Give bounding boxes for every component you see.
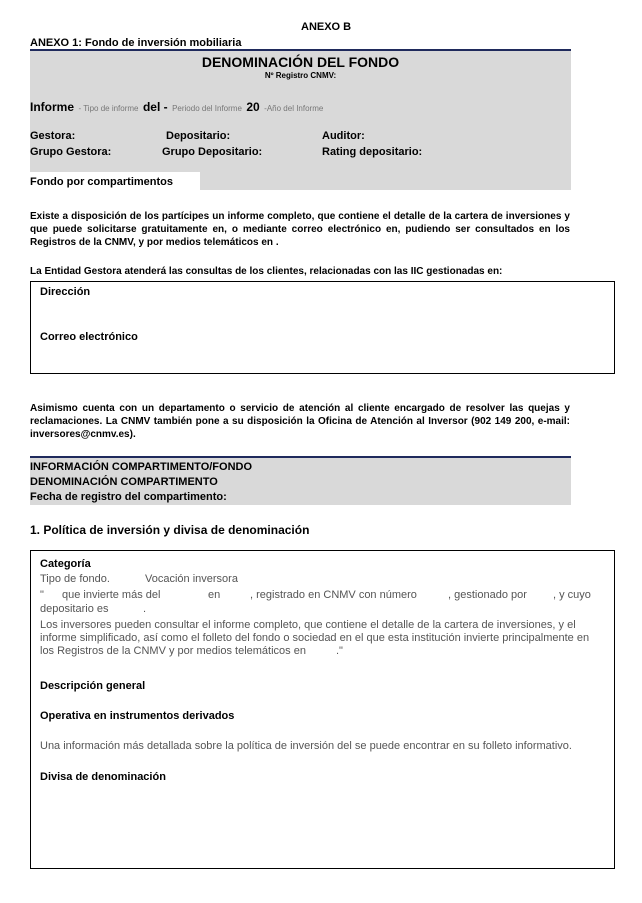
fondo-compartimentos: Fondo por compartimentos (30, 176, 173, 188)
correo-label: Correo electrónico (40, 331, 138, 343)
vocacion-inversora: Vocación inversora (145, 573, 238, 585)
divisa-denominacion: Divisa de denominación (40, 771, 166, 783)
grupo-depositario-label: Grupo Depositario: (162, 146, 263, 158)
year-label: -Año del Informe (264, 104, 324, 113)
fecha-registro: Fecha de registro del compartimento: (30, 491, 227, 503)
categoria-label: Categoría (40, 558, 91, 570)
depositario-es: depositario es (40, 603, 109, 615)
anexo1-title: ANEXO 1: Fondo de inversión mobiliaria (30, 37, 242, 49)
informe-word: Informe (30, 100, 75, 114)
info-compartimento: INFORMACIÓN COMPARTIMENTO/FONDO (30, 461, 253, 473)
invierte-text: que invierte más del (62, 589, 161, 601)
section1-title: 1. Política de inversión y divisa de denominación (30, 523, 310, 537)
auditor-label: Auditor: (322, 130, 365, 142)
denominacion-compartimento: DENOMINACIÓN COMPARTIMENTO (30, 476, 218, 488)
year-prefix: 20 (246, 100, 260, 114)
contact-box (30, 281, 615, 374)
quote-open: " (40, 589, 44, 601)
fund-denomination: DENOMINACIÓN DEL FONDO (201, 54, 400, 70)
descripcion-general: Descripción general (40, 680, 146, 692)
inversores-body: Los inversores pueden consultar el informe completo, que contiene el detalle de la cartera de inversiones, y el informe simplificado, así como el folleto del fondo o sociedad en el que esta institución invierte principalmente en los Registros de la CNMV y por medios telemáticos en (40, 619, 590, 657)
grupo-gestora-label: Grupo Gestora: (30, 146, 112, 158)
inversores-text (40, 619, 605, 658)
en-text: en (208, 589, 221, 601)
cuyo-text: , y cuyo (553, 589, 591, 601)
tipo-fondo: Tipo de fondo. (40, 573, 110, 585)
quote-close: ." (335, 645, 343, 657)
registrado-text: , registrado en CNMV con número (250, 589, 417, 601)
gestionado-text: , gestionado por (448, 589, 527, 601)
periodo-informe: Periodo del Informe (172, 104, 242, 113)
info-paragraph: Existe a disposición de los partícipes un informe completo, que contiene el detalle de la cartera de inversiones y que puede solicitarse gratuitamente en, o mediante correo electrónico en, pudiendo ser consultados en los Registros de la CNMV, y por medios telemáticos en . (30, 211, 570, 248)
folleto-text: Una información más detallada sobre la política de inversión del se puede encontrar en su folleto informativo. (40, 740, 572, 752)
consultas-text: La Entidad Gestora atenderá las consultas de los clientes, relacionadas con las IIC gestionadas en: (30, 266, 503, 277)
operativa-derivados: Operativa en instrumentos derivados (40, 710, 235, 722)
direccion-label: Dirección (40, 286, 91, 298)
atencion-paragraph: Asimismo cuenta con un departamento o servicio de atención al cliente encargado de resolver las quejas y reclamaciones. La CNMV también pone a su disposición la Oficina de Atención al Inversor (902 149 200, e-mail: inversores@cnmv.es). (30, 403, 570, 440)
del-word: del - (142, 100, 168, 114)
rating-depositario-label: Rating depositario: (322, 146, 423, 158)
depositario-label: Depositario: (166, 130, 231, 142)
period-mark: . (143, 603, 147, 615)
gestora-label: Gestora: (30, 130, 76, 142)
tipo-informe: - Tipo de informe (78, 104, 139, 113)
anexo-b-heading: ANEXO B (301, 21, 352, 33)
informe-line (30, 98, 323, 116)
registro-cnmv: Nº Registro CNMV: (264, 71, 337, 80)
